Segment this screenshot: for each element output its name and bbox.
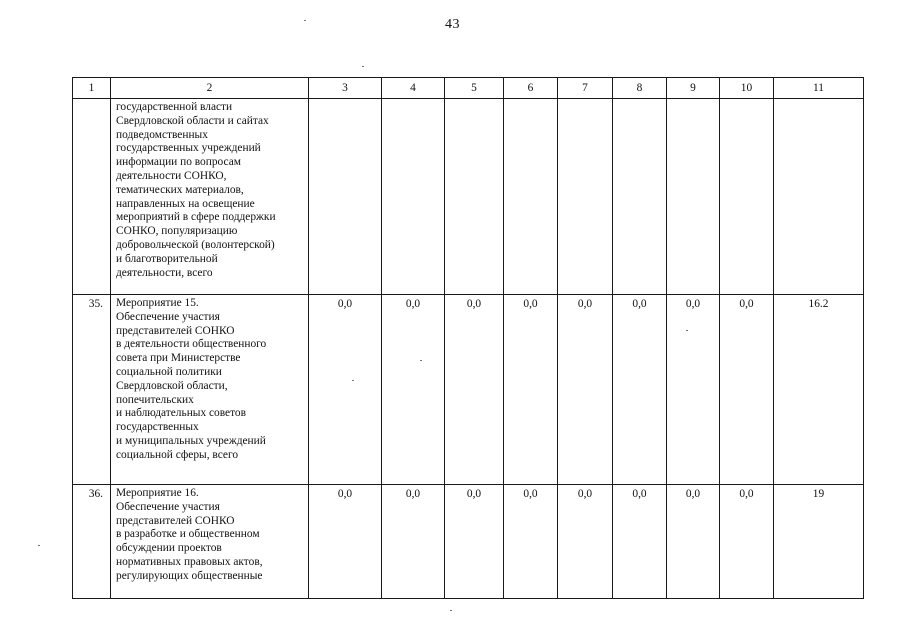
- value-cell: [558, 99, 613, 295]
- value-cell: 0,0: [558, 485, 613, 599]
- value-cell: 0,0: [309, 295, 382, 485]
- value-cell: [720, 99, 774, 295]
- description-line: попечительских: [116, 393, 194, 406]
- column-header: 4: [382, 78, 445, 99]
- description-line: нормативных правовых актов,: [116, 555, 263, 568]
- row-number: 35.: [73, 295, 111, 485]
- description-line: направленных на освещение: [116, 197, 255, 210]
- table-row: [73, 99, 864, 295]
- column-header: 5: [445, 78, 504, 99]
- description-line: в деятельности общественного: [116, 338, 267, 351]
- value-cell: [667, 99, 720, 295]
- description-line: социальной сферы, всего: [116, 448, 239, 461]
- scan-speck: [362, 66, 364, 67]
- description-line: и наблюдательных советов: [116, 407, 247, 420]
- value-cell: [382, 99, 445, 295]
- description-line: обсуждении проектов: [116, 542, 222, 555]
- description-line: в разработке и общественном: [116, 528, 260, 541]
- value-cell: 0,0: [613, 295, 667, 485]
- value-cell: 0,0: [667, 295, 720, 485]
- column-header: 8: [613, 78, 667, 99]
- row-number: 36.: [73, 485, 111, 599]
- description-line: представителей СОНКО: [116, 514, 235, 527]
- column-header: 6: [504, 78, 558, 99]
- column-header: 1: [73, 78, 111, 99]
- page-number: 43: [445, 17, 460, 32]
- description-line: тематических материалов,: [116, 183, 244, 196]
- value-cell: 0,0: [504, 485, 558, 599]
- description-line: деятельности, всего: [116, 266, 213, 279]
- description-line: СОНКО, популяризацию: [116, 225, 238, 238]
- value-cell: [309, 99, 382, 295]
- row-description: [111, 485, 309, 599]
- value-cell: [445, 99, 504, 295]
- row-number: [73, 99, 111, 295]
- scan-speck: [450, 610, 452, 611]
- column-header: 10: [720, 78, 774, 99]
- row-description: [111, 295, 309, 485]
- description-line: подведомственных: [116, 128, 208, 141]
- scan-speck: [686, 330, 688, 331]
- reference-cell: 19: [774, 485, 864, 599]
- value-cell: [613, 99, 667, 295]
- description-line: государственных: [116, 421, 199, 434]
- column-header: 9: [667, 78, 720, 99]
- column-header: 11: [774, 78, 864, 99]
- description-line: Обеспечение участия: [116, 310, 220, 323]
- description-line: и муниципальных учреждений: [116, 434, 266, 447]
- value-cell: 0,0: [382, 485, 445, 599]
- scan-speck: [352, 380, 354, 381]
- column-header: 7: [558, 78, 613, 99]
- description-line: совета при Министерстве: [116, 352, 241, 365]
- table-row: [73, 485, 864, 599]
- table-header-row: [73, 78, 864, 99]
- column-header: 3: [309, 78, 382, 99]
- row-description: [111, 99, 309, 295]
- description-line: деятельности СОНКО,: [116, 169, 227, 182]
- value-cell: 0,0: [667, 485, 720, 599]
- description-line: Мероприятие 15.: [116, 297, 199, 309]
- value-cell: 0,0: [445, 485, 504, 599]
- description-line: государственной власти: [116, 101, 233, 113]
- description-line: регулирующих общественные: [116, 569, 263, 582]
- value-cell: [504, 99, 558, 295]
- description-line: социальной политики: [116, 365, 222, 378]
- reference-cell: [774, 99, 864, 295]
- program-table: [72, 77, 864, 599]
- description-line: государственных учреждений: [116, 142, 261, 155]
- value-cell: 0,0: [309, 485, 382, 599]
- column-header: 2: [111, 78, 309, 99]
- scan-speck: [38, 545, 40, 546]
- description-line: Мероприятие 16.: [116, 487, 199, 499]
- value-cell: 0,0: [720, 295, 774, 485]
- scan-speck: [304, 20, 306, 21]
- reference-cell: 16.2: [774, 295, 864, 485]
- description-line: Свердловской области,: [116, 379, 228, 392]
- value-cell: 0,0: [613, 485, 667, 599]
- table-row: [73, 295, 864, 485]
- description-line: добровольческой (волонтерской): [116, 238, 275, 251]
- description-line: представителей СОНКО: [116, 324, 235, 337]
- description-line: мероприятий в сфере поддержки: [116, 211, 276, 224]
- description-line: Обеспечение участия: [116, 500, 220, 513]
- description-line: Свердловской области и сайтах: [116, 114, 269, 127]
- value-cell: 0,0: [720, 485, 774, 599]
- description-line: и благотворительной: [116, 252, 218, 265]
- value-cell: 0,0: [445, 295, 504, 485]
- value-cell: 0,0: [382, 295, 445, 485]
- scan-speck: [420, 360, 422, 361]
- value-cell: 0,0: [504, 295, 558, 485]
- description-line: информации по вопросам: [116, 156, 241, 169]
- value-cell: 0,0: [558, 295, 613, 485]
